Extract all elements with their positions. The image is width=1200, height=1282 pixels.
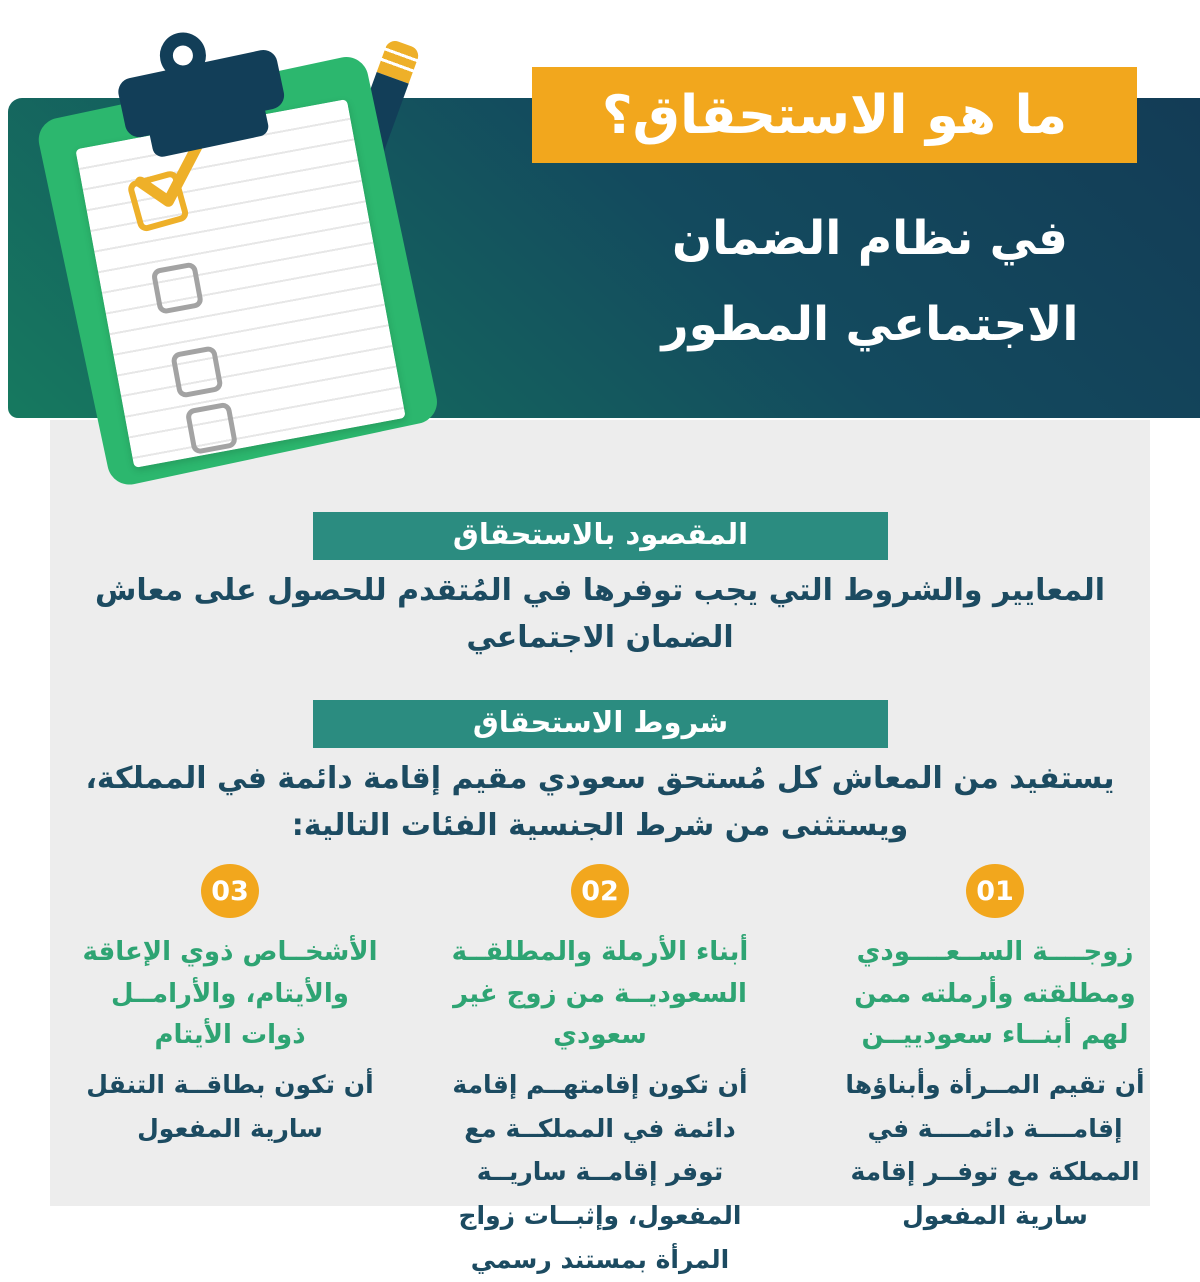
category-title: أبناء الأرملة والمطلقــة السعوديــة من زوج غير سعودي <box>451 937 749 1051</box>
empty-checkbox-icon <box>185 401 239 455</box>
section-banner-definition <box>313 512 888 560</box>
section-definition-text: المعايير والشروط التي يجب توفرها في المُتقدم للحصول على معاش الضمان الاجتماعي <box>94 573 1106 655</box>
empty-checkbox-icon <box>170 345 224 399</box>
category-title: زوجــــة الســعــــودي ومطلقته وأرملته ممن لهم أبنــاء سعودييــن <box>854 937 1136 1051</box>
page-title: ما هو الاستحقاق؟ <box>601 84 1068 146</box>
section-banner-conditions <box>313 700 888 748</box>
number-badge <box>966 864 1024 918</box>
content-panel <box>50 420 1150 1274</box>
page-subtitle-line-1: في نظام الضمان <box>672 211 1068 266</box>
number-badge <box>201 864 259 918</box>
category-title: الأشخــاص ذوي الإعاقة والأيتام، والأرامــل ذوات الأيتام <box>82 937 378 1051</box>
page-subtitle <box>556 196 1184 367</box>
clipboard-paper <box>75 99 405 468</box>
number-badge <box>571 864 629 918</box>
main-title-box <box>532 67 1137 163</box>
badge-number: 03 <box>211 875 249 907</box>
category-column-2 <box>450 864 750 1282</box>
section-banner-label: المقصود بالاستحقاق <box>452 517 749 551</box>
section-banner-label: شروط الاستحقاق <box>472 705 729 739</box>
category-column-1 <box>840 864 1150 1238</box>
category-description: أن تكون إقامتهــم إقامة دائمة في المملكــة مع توفر إقامــة ساريــة المفعول، وإثبــات زواج المرأة بمستند رسمي <box>452 1069 748 1274</box>
category-description: أن تقيم المــرأة وأبناؤها إقامــــة دائمــــة في المملكة مع توفــر إقامة سارية المفعول <box>845 1069 1145 1231</box>
empty-checkbox-icon <box>151 261 205 315</box>
category-description: أن تكون بطاقــة التنقل سارية المفعول <box>86 1069 374 1143</box>
section-conditions-text: يستفيد من المعاش كل مُستحق سعودي مقيم إقامة دائمة في المملكة، ويستثنى من شرط الجنسية الفئات التالية: <box>85 761 1115 843</box>
badge-number: 02 <box>581 875 619 907</box>
page-subtitle-line-2: الاجتماعي المطور <box>661 296 1079 352</box>
category-column-3 <box>80 864 380 1150</box>
badge-number: 01 <box>976 875 1014 907</box>
